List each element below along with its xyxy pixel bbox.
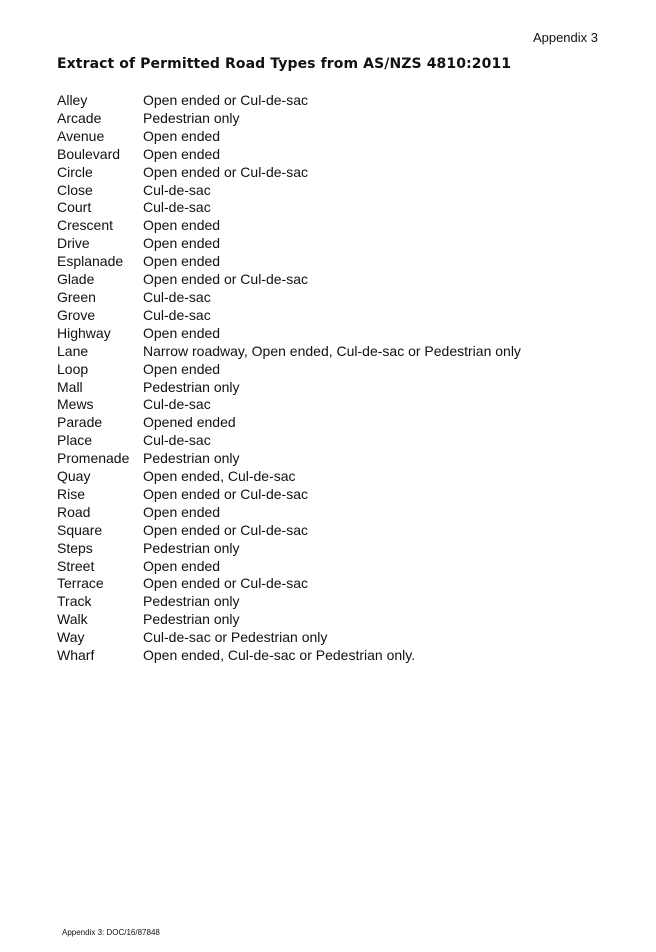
- road-type-name: Loop: [57, 360, 89, 377]
- road-types-table-body: [57, 92, 521, 665]
- table-row: [57, 647, 521, 665]
- road-type-name: Street: [57, 557, 95, 574]
- table-row: [57, 432, 521, 450]
- road-type-description: Open ended: [143, 503, 221, 520]
- table-row: [57, 611, 521, 629]
- road-type-description: Pedestrian only: [143, 593, 240, 610]
- road-type-name: Way: [57, 629, 85, 646]
- table-row: [57, 343, 521, 361]
- table-row: [57, 540, 521, 558]
- table-row: [57, 307, 521, 325]
- table-row: [57, 289, 521, 307]
- table-row: [57, 468, 521, 486]
- road-type-description: Open ended: [143, 127, 221, 144]
- road-type-name: Circle: [57, 163, 93, 180]
- road-type-description: Open ended or Cul-de-sac: [143, 92, 308, 108]
- road-type-name: Track: [57, 593, 92, 610]
- table-row: [57, 182, 521, 200]
- road-type-name: Glade: [57, 271, 95, 288]
- road-type-description: Narrow roadway, Open ended, Cul-de-sac or Pedestrian only: [143, 342, 521, 359]
- table-row: [57, 92, 521, 110]
- road-type-name: Alley: [57, 92, 88, 108]
- table-row: [57, 199, 521, 217]
- table-row: [57, 558, 521, 576]
- road-type-description: Cul-de-sac: [143, 306, 211, 323]
- road-type-name: Square: [57, 521, 103, 538]
- table-row: [57, 325, 521, 343]
- road-type-description: Open ended: [143, 324, 221, 341]
- road-type-name: Rise: [57, 485, 86, 502]
- road-type-description: Open ended, Cul-de-sac: [143, 468, 296, 485]
- road-type-description: Open ended: [143, 145, 221, 162]
- table-row: [57, 414, 521, 432]
- document-title: Extract of Permitted Road Types from AS/NZS 4810:2011: [57, 56, 512, 72]
- table-row: [57, 450, 521, 468]
- road-type-name: Quay: [57, 468, 91, 485]
- road-type-name: Lane: [57, 342, 89, 359]
- road-type-description: Open ended or Cul-de-sac: [143, 521, 308, 538]
- road-type-name: Drive: [57, 235, 90, 252]
- footer-document-reference: Appendix 3: DOC/16/87848: [62, 928, 160, 937]
- road-type-description: Pedestrian only: [143, 611, 240, 628]
- table-row: [57, 128, 521, 146]
- table-row: [57, 396, 521, 414]
- road-type-description: Pedestrian only: [143, 539, 240, 556]
- road-type-name: Highway: [57, 324, 111, 341]
- road-type-description: Cul-de-sac: [143, 432, 211, 449]
- table-row: [57, 593, 521, 611]
- road-type-name: Avenue: [57, 127, 105, 144]
- road-types-table: [57, 92, 521, 665]
- road-type-description: Open ended: [143, 235, 221, 252]
- table-row: [57, 575, 521, 593]
- table-row: [57, 110, 521, 128]
- table-row: [57, 504, 521, 522]
- road-type-description: Cul-de-sac: [143, 199, 211, 216]
- road-type-name: Steps: [57, 539, 93, 556]
- road-type-name: Parade: [57, 414, 103, 431]
- road-type-description: Cul-de-sac: [143, 396, 211, 413]
- road-type-description: Open ended or Cul-de-sac: [143, 163, 308, 180]
- road-type-description: Cul-de-sac: [143, 181, 211, 198]
- road-type-name: Boulevard: [57, 145, 121, 162]
- road-type-description: Open ended or Cul-de-sac: [143, 485, 308, 502]
- table-row: [57, 361, 521, 379]
- road-type-name: Green: [57, 288, 96, 305]
- road-type-description: Opened ended: [143, 414, 236, 431]
- road-type-description: Open ended: [143, 217, 221, 234]
- road-type-name: Arcade: [57, 109, 102, 126]
- table-row: [57, 235, 521, 253]
- table-row: [57, 253, 521, 271]
- road-type-name: Crescent: [57, 217, 114, 234]
- road-type-description: Open ended: [143, 253, 221, 270]
- road-type-description: Pedestrian only: [143, 378, 240, 395]
- table-row: [57, 379, 521, 397]
- table-row: [57, 217, 521, 235]
- road-type-name: Court: [57, 199, 92, 216]
- road-type-name: Walk: [57, 611, 88, 628]
- road-type-name: Close: [57, 181, 93, 198]
- road-type-description: Pedestrian only: [143, 109, 240, 126]
- table-row: [57, 271, 521, 289]
- road-type-description: Open ended or Cul-de-sac: [143, 271, 308, 288]
- road-type-name: Place: [57, 432, 93, 449]
- road-type-description: Open ended: [143, 557, 221, 574]
- table-row: [57, 522, 521, 540]
- road-type-description: Open ended or Cul-de-sac: [143, 575, 308, 592]
- road-type-description: Pedestrian only: [143, 450, 240, 467]
- road-type-name: Mall: [57, 378, 83, 395]
- table-row: [57, 164, 521, 182]
- road-type-name: Promenade: [57, 450, 130, 467]
- road-type-name: Wharf: [57, 647, 95, 664]
- road-type-name: Mews: [57, 396, 94, 413]
- table-row: [57, 486, 521, 504]
- table-row: [57, 629, 521, 647]
- road-type-name: Grove: [57, 306, 96, 323]
- road-type-description: Cul-de-sac: [143, 288, 211, 305]
- road-type-name: Esplanade: [57, 253, 124, 270]
- road-type-description: Open ended: [143, 360, 221, 377]
- road-type-description: Cul-de-sac or Pedestrian only: [143, 629, 328, 646]
- road-type-name: Terrace: [57, 575, 104, 592]
- appendix-label: Appendix 3: [532, 30, 598, 45]
- table-row: [57, 146, 521, 164]
- road-type-description: Open ended, Cul-de-sac or Pedestrian only.: [143, 647, 416, 664]
- road-type-name: Road: [57, 503, 91, 520]
